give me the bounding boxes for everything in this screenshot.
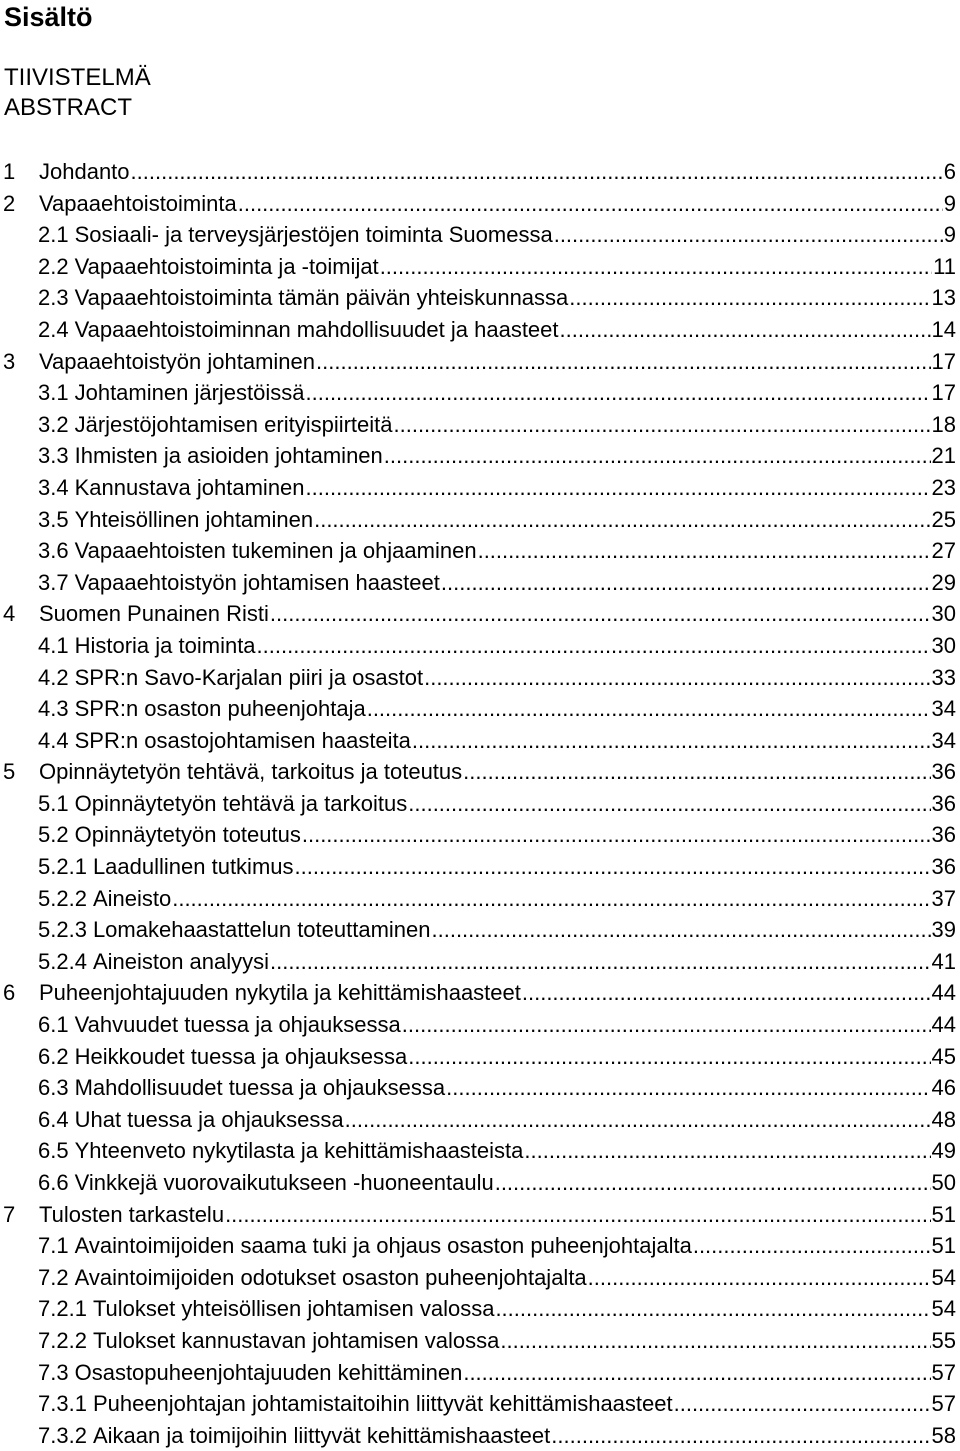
toc-entry-title: Aikaan ja toimijoihin liittyvät kehittämishaasteet <box>92 1422 551 1448</box>
toc-entry-title: Johdanto <box>39 159 130 184</box>
toc-dot-leader <box>367 693 931 725</box>
toc-dot-leader <box>495 1167 931 1199</box>
toc-dot-leader <box>412 725 931 757</box>
toc-entry-page: 36 <box>931 854 956 880</box>
toc-entry-number: 4.4 <box>38 727 69 753</box>
toc-entry-number: 6.6 <box>38 1170 69 1195</box>
toc-entry[interactable] <box>0 630 956 662</box>
toc-entry-number: 5.2.3 <box>38 917 87 943</box>
toc-entry-number: 7 <box>3 1201 16 1227</box>
toc-heading: Sisältö <box>4 2 93 32</box>
toc-dot-leader <box>463 1357 930 1389</box>
toc-entry-number: 3.6 <box>38 538 69 564</box>
toc-entry-title: Historia ja toiminta <box>74 632 256 658</box>
toc-entry-number: 3.1 <box>38 380 69 406</box>
toc-entry-page: 44 <box>931 980 956 1006</box>
toc-dot-leader <box>478 535 931 567</box>
toc-entry-page: 11 <box>933 253 956 279</box>
toc-entry-page: 45 <box>931 1043 956 1069</box>
toc-entry[interactable] <box>0 1230 956 1262</box>
toc-entry-page: 13 <box>931 285 956 311</box>
toc-entry-page: 9 <box>943 222 956 248</box>
toc-entry-page: 18 <box>931 411 956 437</box>
toc-entry-page: 57 <box>931 1391 956 1417</box>
toc-entry-page: 37 <box>931 885 956 911</box>
toc-entry-title: Vinkkejä vuorovaikutukseen -huoneentaulu <box>74 1170 494 1195</box>
toc-dot-leader <box>432 914 931 946</box>
toc-entry-title: Opinnäytetyön toteutus <box>74 822 301 848</box>
toc-entry-page: 51 <box>931 1201 956 1227</box>
toc-dot-leader <box>524 1135 930 1167</box>
toc-entry-page: 54 <box>931 1264 956 1290</box>
prelim-abstract-fi: TIIVISTELMÄ <box>4 64 151 91</box>
toc-entry-title: Kannustava johtaminen <box>74 474 305 500</box>
toc-entry[interactable] <box>0 883 956 915</box>
toc-dot-leader <box>384 440 931 472</box>
toc-dot-leader <box>131 156 943 188</box>
toc-dot-leader <box>316 346 931 378</box>
toc-dot-leader <box>554 219 943 251</box>
toc-entry-number: 5.2.1 <box>38 854 87 880</box>
toc-entry[interactable] <box>0 946 956 978</box>
toc-entry[interactable] <box>0 598 956 630</box>
toc-dot-leader <box>408 1041 930 1073</box>
toc-entry-title: Avaintoimijoiden saama tuki ja ohjaus osaston puheenjohtajalta <box>74 1233 692 1259</box>
toc-entry-title: Laadullinen tutkimus <box>92 854 294 880</box>
toc-entry-title: Vapaaehtoistoiminta tämän päivän yhteiskunnassa <box>74 285 569 311</box>
toc-entry-page: 51 <box>931 1233 956 1259</box>
toc-entry-page: 34 <box>931 696 956 722</box>
toc-entry-title: Vapaaehtoistoiminnan mahdollisuudet ja haasteet <box>74 316 559 342</box>
toc-entry-number: 3.3 <box>38 443 69 469</box>
toc-entry[interactable] <box>0 377 956 409</box>
toc-entry-title: Uhat tuessa ja ohjauksessa <box>74 1106 344 1132</box>
toc-entry[interactable] <box>0 1167 956 1199</box>
toc-dot-leader <box>257 630 931 662</box>
toc-entry-number: 7.3.2 <box>38 1422 87 1448</box>
toc-dot-leader <box>463 756 930 788</box>
toc-entry-title: Heikkoudet tuessa ja ohjauksessa <box>74 1043 408 1069</box>
toc-entry[interactable] <box>0 1104 956 1136</box>
toc-dot-leader <box>569 282 930 314</box>
toc-entry-number: 6.5 <box>38 1138 69 1164</box>
toc-dot-leader <box>302 819 931 851</box>
toc-entry-title: Vapaaehtoistoiminta <box>39 190 237 216</box>
toc-dot-leader <box>314 504 930 536</box>
toc-entry-page: 44 <box>931 1012 956 1038</box>
toc-dot-leader <box>424 662 930 694</box>
toc-entry[interactable] <box>0 156 956 188</box>
toc-entry-page: 48 <box>931 1106 956 1132</box>
toc-entry-page: 23 <box>931 474 956 500</box>
toc-entry-title: Tulosten tarkastelu <box>39 1201 225 1227</box>
toc-entry[interactable] <box>0 662 956 694</box>
toc-entry[interactable] <box>0 693 956 725</box>
toc-entry-number: 5.2 <box>38 822 69 848</box>
toc-entry-number: 6.3 <box>38 1075 69 1101</box>
toc-entry-page: 21 <box>931 443 956 469</box>
toc-entry-page: 34 <box>931 727 956 753</box>
toc-dot-leader <box>522 977 931 1009</box>
toc-entry-number: 3.7 <box>38 569 69 595</box>
toc-entry-title: Vapaaehtoisten tukeminen ja ohjaaminen <box>74 538 477 564</box>
toc-entry[interactable] <box>0 756 956 788</box>
toc-entry[interactable] <box>0 314 956 346</box>
toc-entry-title: Vahvuudet tuessa ja ohjauksessa <box>74 1012 401 1038</box>
toc-entry-number: 5.2.2 <box>38 885 87 911</box>
toc-dot-leader <box>306 377 931 409</box>
toc-entry[interactable] <box>0 1388 956 1420</box>
toc-entry-page: 57 <box>931 1359 956 1385</box>
toc-entry-title: Osastopuheenjohtajuuden kehittäminen <box>74 1359 463 1385</box>
toc-entry-number: 5 <box>3 759 16 785</box>
toc-entry-title: Järjestöjohtamisen erityispiirteitä <box>74 411 393 437</box>
toc-entry-page: 27 <box>931 538 956 564</box>
toc-entry-page: 36 <box>931 759 956 785</box>
toc-entry-page: 55 <box>931 1327 956 1353</box>
toc-entry-page: 58 <box>931 1422 956 1448</box>
toc-entry-number: 3.5 <box>38 506 69 532</box>
toc-dot-leader <box>402 1009 931 1041</box>
toc-dot-leader <box>446 1072 930 1104</box>
toc-entry-title: SPR:n osastojohtamisen haasteita <box>74 727 411 753</box>
toc-entry-title: Johtaminen järjestöissä <box>74 380 305 406</box>
toc-entry-title: SPR:n osaston puheenjohtaja <box>74 696 366 722</box>
toc-entry[interactable] <box>0 819 956 851</box>
toc-entry[interactable] <box>0 535 956 567</box>
toc-dot-leader <box>172 883 930 915</box>
toc-entry-number: 2 <box>3 190 16 216</box>
toc-list <box>0 156 960 1451</box>
toc-entry-number: 3 <box>3 348 16 374</box>
toc-entry[interactable] <box>0 1325 956 1357</box>
toc-dot-leader <box>441 567 931 599</box>
toc-entry-page: 36 <box>931 822 956 848</box>
toc-entry-page: 54 <box>931 1296 956 1322</box>
toc-entry[interactable] <box>0 788 956 820</box>
toc-entry-title: Avaintoimijoiden odotukset osaston puheenjohtajalta <box>74 1264 587 1290</box>
toc-entry-title: Vapaaehtoistyön johtaminen <box>39 348 316 374</box>
toc-entry-number: 7.3 <box>38 1359 69 1385</box>
toc-entry-number: 6.2 <box>38 1043 69 1069</box>
toc-entry-title: Aineiston analyysi <box>92 948 270 974</box>
toc-entry-number: 7.2 <box>38 1264 69 1290</box>
toc-dot-leader <box>270 598 931 630</box>
toc-entry-page: 50 <box>931 1170 956 1195</box>
toc-entry[interactable] <box>0 1072 956 1104</box>
toc-dot-leader <box>238 188 943 220</box>
toc-entry-title: Lomakehaastattelun toteuttaminen <box>92 917 431 943</box>
toc-entry-title: Tulokset kannustavan johtamisen valossa <box>92 1327 500 1353</box>
prelim-abstract-en: ABSTRACT <box>4 94 133 121</box>
toc-entry-page: 33 <box>931 664 956 690</box>
toc-entry-title: Suomen Punainen Risti <box>39 601 269 627</box>
toc-entry-number: 6.4 <box>38 1106 69 1132</box>
toc-entry-title: Sosiaali- ja terveysjärjestöjen toiminta Suomessa <box>74 222 553 248</box>
toc-dot-leader <box>495 1293 930 1325</box>
toc-dot-leader <box>345 1104 931 1136</box>
toc-entry-title: Yhteisöllinen johtaminen <box>74 506 314 532</box>
toc-entry-number: 7.1 <box>38 1233 69 1259</box>
toc-entry-number: 4.1 <box>38 632 69 658</box>
toc-entry[interactable] <box>0 219 956 251</box>
toc-entry-page: 17 <box>931 348 956 374</box>
toc-entry[interactable] <box>0 251 956 283</box>
toc-entry-page: 30 <box>931 632 956 658</box>
toc-entry-number: 4.2 <box>38 664 69 690</box>
toc-entry-number: 6 <box>3 980 16 1006</box>
toc-dot-leader <box>295 851 931 883</box>
toc-entry[interactable] <box>0 188 956 220</box>
toc-entry[interactable] <box>0 1420 956 1451</box>
toc-entry-title: Tulokset yhteisöllisen johtamisen valossa <box>92 1296 495 1322</box>
toc-entry[interactable] <box>0 567 956 599</box>
toc-entry-page: 49 <box>931 1138 956 1164</box>
toc-dot-leader <box>588 1262 931 1294</box>
toc-entry[interactable] <box>0 977 956 1009</box>
toc-dot-leader <box>674 1388 931 1420</box>
toc-entry[interactable] <box>0 1135 956 1167</box>
toc-entry-title: Puheenjohtajan johtamistaitoihin liittyvät kehittämishaasteet <box>92 1391 673 1417</box>
toc-entry-number: 2.2 <box>38 253 69 279</box>
toc-entry-number: 7.3.1 <box>38 1391 87 1417</box>
toc-entry[interactable] <box>0 440 956 472</box>
toc-entry-number: 4 <box>3 601 16 627</box>
toc-entry-page: 36 <box>931 790 956 816</box>
toc-entry[interactable] <box>0 1009 956 1041</box>
toc-entry[interactable] <box>0 504 956 536</box>
toc-entry-page: 41 <box>931 948 956 974</box>
toc-entry-number: 3.2 <box>38 411 69 437</box>
toc-dot-leader <box>551 1420 930 1451</box>
toc-entry-title: Opinnäytetyön tehtävä ja tarkoitus <box>74 790 408 816</box>
toc-entry[interactable] <box>0 851 956 883</box>
toc-entry-page: 17 <box>931 380 956 406</box>
toc-dot-leader <box>270 946 930 978</box>
toc-entry-number: 5.1 <box>38 790 69 816</box>
toc-entry-number: 2.3 <box>38 285 69 311</box>
toc-dot-leader <box>306 472 931 504</box>
toc-dot-leader <box>408 788 930 820</box>
toc-entry-number: 5.2.4 <box>38 948 87 974</box>
toc-entry-title: Mahdollisuudet tuessa ja ohjauksessa <box>74 1075 446 1101</box>
toc-entry-number: 7.2.1 <box>38 1296 87 1322</box>
toc-entry-page: 14 <box>931 316 956 342</box>
toc-entry-page: 29 <box>931 569 956 595</box>
toc-entry-number: 3.4 <box>38 474 69 500</box>
toc-entry-page: 6 <box>943 159 956 184</box>
toc-entry[interactable] <box>0 282 956 314</box>
toc-dot-leader <box>693 1230 931 1262</box>
toc-dot-leader <box>225 1199 930 1231</box>
toc-entry-number: 2.1 <box>38 222 69 248</box>
toc-entry-title: Ihmisten ja asioiden johtaminen <box>74 443 383 469</box>
toc-dot-leader <box>380 251 932 283</box>
toc-entry[interactable] <box>0 1199 956 1231</box>
toc-entry-title: Puheenjohtajuuden nykytila ja kehittämishaasteet <box>39 980 521 1006</box>
toc-entry[interactable] <box>0 725 956 757</box>
toc-entry[interactable] <box>0 472 956 504</box>
toc-entry-title: Opinnäytetyön tehtävä, tarkoitus ja toteutus <box>39 759 463 785</box>
toc-entry-title: SPR:n Savo-Karjalan piiri ja osastot <box>74 664 424 690</box>
toc-entry-title: Yhteenveto nykytilasta ja kehittämishaasteista <box>74 1138 524 1164</box>
toc-entry-page: 46 <box>931 1075 956 1101</box>
toc-entry[interactable] <box>0 1041 956 1073</box>
toc-entry[interactable] <box>0 346 956 378</box>
toc-entry-page: 30 <box>931 601 956 627</box>
toc-entry-title: Aineisto <box>92 885 172 911</box>
toc-entry[interactable] <box>0 1293 956 1325</box>
toc-entry[interactable] <box>0 1357 956 1389</box>
toc-dot-leader <box>394 409 931 441</box>
toc-entry-number: 6.1 <box>38 1012 69 1038</box>
toc-entry-title: Vapaaehtoistoiminta ja -toimijat <box>74 253 379 279</box>
toc-entry-page: 25 <box>931 506 956 532</box>
toc-entry-number: 1 <box>3 159 16 184</box>
toc-entry[interactable] <box>0 1262 956 1294</box>
toc-dot-leader <box>500 1325 930 1357</box>
toc-entry[interactable] <box>0 409 956 441</box>
toc-entry-page: 39 <box>931 917 956 943</box>
toc-entry-number: 2.4 <box>38 316 69 342</box>
toc-dot-leader <box>560 314 931 346</box>
toc-entry-number: 7.2.2 <box>38 1327 87 1353</box>
toc-entry-title: Vapaaehtoistyön johtamisen haasteet <box>74 569 440 595</box>
toc-entry-page: 9 <box>943 190 956 216</box>
toc-entry[interactable] <box>0 914 956 946</box>
toc-entry-number: 4.3 <box>38 696 69 722</box>
